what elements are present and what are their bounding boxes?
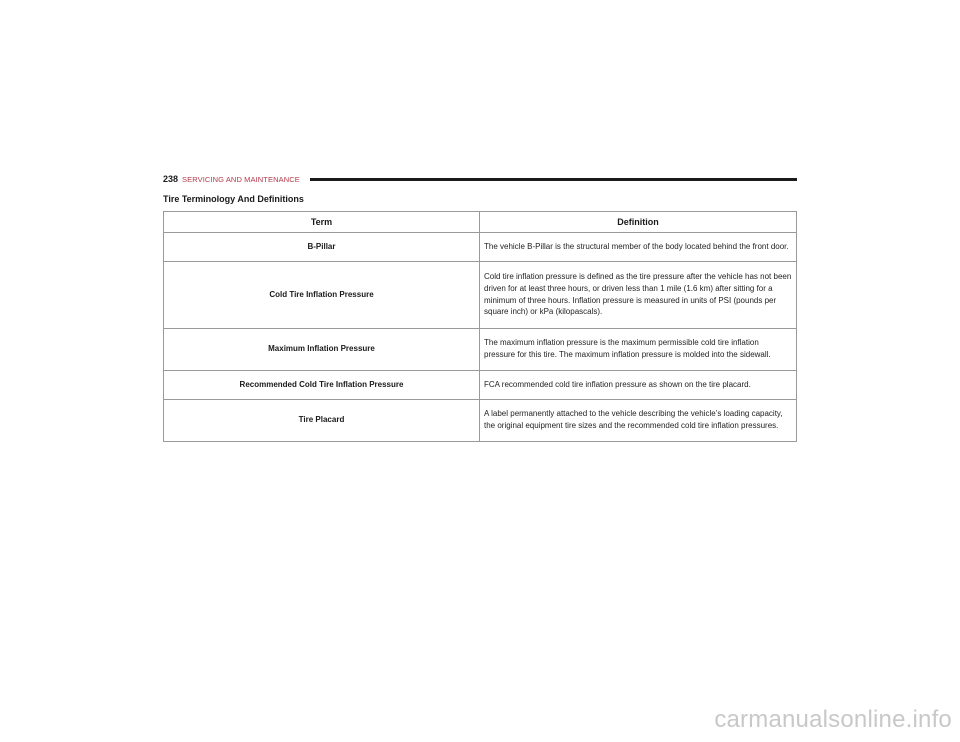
table-row bbox=[164, 371, 797, 400]
term-cell: Tire Placard bbox=[164, 400, 480, 442]
table-row bbox=[164, 400, 797, 442]
tire-terminology-table bbox=[163, 211, 797, 442]
term-cell: Cold Tire Inflation Pressure bbox=[164, 262, 480, 329]
table-row bbox=[164, 233, 797, 262]
definition-cell: FCA recommended cold tire inflation pressure as shown on the tire placard. bbox=[480, 371, 797, 400]
table-row bbox=[164, 262, 797, 329]
header-rule bbox=[310, 178, 797, 181]
term-cell: Maximum Inflation Pressure bbox=[164, 329, 480, 371]
column-header-definition: Definition bbox=[480, 212, 797, 233]
page-number: 238 bbox=[163, 174, 179, 184]
column-header-term: Term bbox=[164, 212, 480, 233]
table-header-row bbox=[164, 212, 797, 233]
definition-cell: A label permanently attached to the vehicle describing the vehicle’s loading capacity, the original equipment tire sizes and the recommended cold tire inflation pressures. bbox=[480, 400, 797, 442]
term-cell: B-Pillar bbox=[164, 233, 480, 262]
definition-cell: The vehicle B-Pillar is the structural member of the body located behind the front door. bbox=[480, 233, 797, 262]
table-row bbox=[164, 329, 797, 371]
page-header bbox=[163, 172, 797, 186]
section-name: SERVICING AND MAINTENANCE bbox=[182, 174, 300, 184]
term-cell: Recommended Cold Tire Inflation Pressure bbox=[164, 371, 480, 400]
section-title: Tire Terminology And Definitions bbox=[163, 194, 304, 204]
definition-cell: Cold tire inflation pressure is defined as the tire pressure after the vehicle has not been driven for at least three hours, or driven less than 1 mile (1.6 km) after sitting for a minimum of three hours. Inflation pressure is measured in units of PSI (pounds per square inch) or kPa (kilopascals). bbox=[480, 262, 797, 329]
definition-cell: The maximum inflation pressure is the maximum permissible cold tire inflation pressure for this tire. The maximum inflation pressure is molded into the sidewall. bbox=[480, 329, 797, 371]
watermark: carmanualsonline.info bbox=[714, 706, 952, 733]
